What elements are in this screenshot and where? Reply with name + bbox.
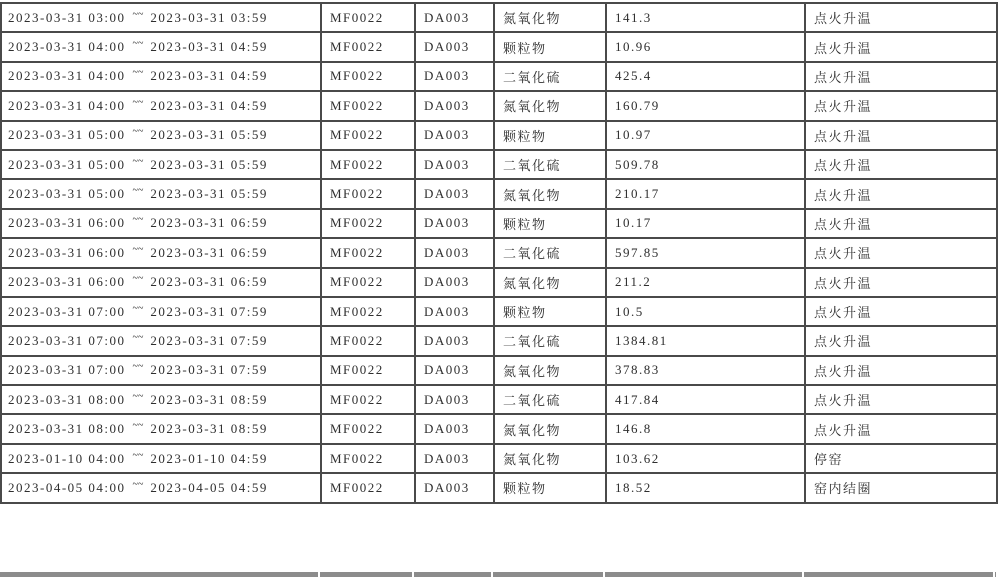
value-cell: 10.17 <box>606 209 805 238</box>
time-range-cell <box>1 414 321 443</box>
device-code-cell: MF0022 <box>321 32 415 61</box>
table-row[interactable] <box>1 385 997 414</box>
time-start: 2023-03-31 08:00 <box>8 421 126 437</box>
time-range-cell <box>1 297 321 326</box>
value-cell: 146.8 <box>606 414 805 443</box>
time-start: 2023-03-31 04:00 <box>8 39 126 55</box>
table-row[interactable] <box>1 121 997 150</box>
time-range-cell <box>1 91 321 120</box>
time-range-cell <box>1 238 321 267</box>
outlet-code-cell: DA003 <box>415 3 494 32</box>
status-cell: 停窑 <box>805 444 997 473</box>
value-cell: 417.84 <box>606 385 805 414</box>
time-range-cell <box>1 268 321 297</box>
time-start: 2023-03-31 04:00 <box>8 97 126 113</box>
pollutant-name-cell: 氮氧化物 <box>494 414 606 443</box>
device-code-cell: MF0022 <box>321 150 415 179</box>
range-separator: ~~ <box>132 420 144 432</box>
range-separator: ~~ <box>132 449 144 461</box>
time-start: 2023-03-31 08:00 <box>8 391 126 407</box>
status-cell: 点火升温 <box>805 121 997 150</box>
time-start: 2023-04-05 04:00 <box>8 479 126 495</box>
column-divider <box>491 572 493 577</box>
table-body <box>1 3 997 503</box>
pollutant-name-cell: 氮氧化物 <box>494 179 606 208</box>
range-separator: ~~ <box>132 478 144 490</box>
status-cell: 点火升温 <box>805 32 997 61</box>
time-start: 2023-03-31 05:00 <box>8 127 126 143</box>
next-row-partial[interactable] <box>0 572 996 577</box>
time-range-cell <box>1 326 321 355</box>
table-row[interactable] <box>1 268 997 297</box>
device-code-cell: MF0022 <box>321 414 415 443</box>
device-code-cell: MF0022 <box>321 385 415 414</box>
device-code-cell: MF0022 <box>321 356 415 385</box>
status-cell: 点火升温 <box>805 326 997 355</box>
table-row[interactable] <box>1 326 997 355</box>
time-range-cell <box>1 62 321 91</box>
outlet-code-cell: DA003 <box>415 150 494 179</box>
time-range-cell <box>1 473 321 502</box>
time-end: 2023-01-10 04:59 <box>150 450 268 466</box>
time-end: 2023-03-31 05:59 <box>150 156 268 172</box>
outlet-code-cell: DA003 <box>415 32 494 61</box>
time-end: 2023-03-31 08:59 <box>150 391 268 407</box>
range-separator: ~~ <box>132 243 144 255</box>
range-separator: ~~ <box>132 185 144 197</box>
value-cell: 425.4 <box>606 62 805 91</box>
device-code-cell: MF0022 <box>321 179 415 208</box>
time-range-cell <box>1 385 321 414</box>
status-cell: 点火升温 <box>805 179 997 208</box>
table-row[interactable] <box>1 444 997 473</box>
device-code-cell: MF0022 <box>321 62 415 91</box>
value-cell: 210.17 <box>606 179 805 208</box>
pollutant-name-cell: 二氧化硫 <box>494 150 606 179</box>
device-code-cell: MF0022 <box>321 3 415 32</box>
time-start: 2023-03-31 04:00 <box>8 68 126 84</box>
time-range-cell <box>1 179 321 208</box>
outlet-code-cell: DA003 <box>415 444 494 473</box>
outlet-code-cell: DA003 <box>415 179 494 208</box>
value-cell: 10.96 <box>606 32 805 61</box>
time-range-cell <box>1 32 321 61</box>
table-row[interactable] <box>1 356 997 385</box>
table-row[interactable] <box>1 414 997 443</box>
device-code-cell: MF0022 <box>321 91 415 120</box>
pollutant-name-cell: 颗粒物 <box>494 32 606 61</box>
range-separator: ~~ <box>132 273 144 285</box>
pollutant-name-cell: 颗粒物 <box>494 121 606 150</box>
time-range-cell <box>1 444 321 473</box>
time-end: 2023-03-31 04:59 <box>150 97 268 113</box>
pollutant-name-cell: 氮氧化物 <box>494 444 606 473</box>
device-code-cell: MF0022 <box>321 473 415 502</box>
status-cell: 窑内结圈 <box>805 473 997 502</box>
device-code-cell: MF0022 <box>321 268 415 297</box>
value-cell: 18.52 <box>606 473 805 502</box>
outlet-code-cell: DA003 <box>415 385 494 414</box>
value-cell: 597.85 <box>606 238 805 267</box>
pollutant-name-cell: 二氧化硫 <box>494 385 606 414</box>
time-start: 2023-03-31 07:00 <box>8 303 126 319</box>
time-range-cell <box>1 150 321 179</box>
range-separator: ~~ <box>132 302 144 314</box>
range-separator: ~~ <box>132 331 144 343</box>
time-start: 2023-03-31 06:00 <box>8 244 126 260</box>
device-code-cell: MF0022 <box>321 121 415 150</box>
outlet-code-cell: DA003 <box>415 268 494 297</box>
time-end: 2023-03-31 03:59 <box>150 9 268 25</box>
value-cell: 10.97 <box>606 121 805 150</box>
pollutant-name-cell: 颗粒物 <box>494 297 606 326</box>
pollutant-name-cell: 颗粒物 <box>494 209 606 238</box>
time-start: 2023-03-31 07:00 <box>8 332 126 348</box>
status-cell: 点火升温 <box>805 62 997 91</box>
time-end: 2023-03-31 07:59 <box>150 332 268 348</box>
value-cell: 378.83 <box>606 356 805 385</box>
time-end: 2023-03-31 04:59 <box>150 39 268 55</box>
outlet-code-cell: DA003 <box>415 414 494 443</box>
device-code-cell: MF0022 <box>321 209 415 238</box>
range-separator: ~~ <box>132 214 144 226</box>
status-cell: 点火升温 <box>805 150 997 179</box>
time-start: 2023-03-31 03:00 <box>8 9 126 25</box>
value-cell: 160.79 <box>606 91 805 120</box>
value-cell: 10.5 <box>606 297 805 326</box>
pollutant-name-cell: 二氧化硫 <box>494 326 606 355</box>
status-cell: 点火升温 <box>805 209 997 238</box>
column-divider <box>412 572 414 577</box>
time-end: 2023-03-31 06:59 <box>150 274 268 290</box>
time-end: 2023-03-31 08:59 <box>150 421 268 437</box>
time-start: 2023-03-31 05:00 <box>8 156 126 172</box>
time-end: 2023-04-05 04:59 <box>150 479 268 495</box>
outlet-code-cell: DA003 <box>415 297 494 326</box>
pollutant-name-cell: 二氧化硫 <box>494 62 606 91</box>
outlet-code-cell: DA003 <box>415 238 494 267</box>
status-cell: 点火升温 <box>805 268 997 297</box>
time-start: 2023-03-31 06:00 <box>8 215 126 231</box>
range-separator: ~~ <box>132 8 144 20</box>
device-code-cell: MF0022 <box>321 326 415 355</box>
status-cell: 点火升温 <box>805 238 997 267</box>
time-range-cell <box>1 121 321 150</box>
outlet-code-cell: DA003 <box>415 356 494 385</box>
column-divider <box>603 572 605 577</box>
time-range-cell <box>1 356 321 385</box>
range-separator: ~~ <box>132 96 144 108</box>
pollutant-name-cell: 氮氧化物 <box>494 91 606 120</box>
table-row[interactable] <box>1 150 997 179</box>
value-cell: 1384.81 <box>606 326 805 355</box>
time-end: 2023-03-31 06:59 <box>150 244 268 260</box>
time-end: 2023-03-31 04:59 <box>150 68 268 84</box>
status-cell: 点火升温 <box>805 414 997 443</box>
table-row[interactable] <box>1 209 997 238</box>
outlet-code-cell: DA003 <box>415 473 494 502</box>
pollutant-name-cell: 氮氧化物 <box>494 3 606 32</box>
table-row[interactable] <box>1 91 997 120</box>
outlet-code-cell: DA003 <box>415 91 494 120</box>
status-cell: 点火升温 <box>805 3 997 32</box>
column-divider <box>318 572 320 577</box>
column-divider <box>993 572 995 577</box>
status-cell: 点火升温 <box>805 91 997 120</box>
value-cell: 509.78 <box>606 150 805 179</box>
outlet-code-cell: DA003 <box>415 121 494 150</box>
status-cell: 点火升温 <box>805 356 997 385</box>
time-end: 2023-03-31 06:59 <box>150 215 268 231</box>
status-cell: 点火升温 <box>805 385 997 414</box>
value-cell: 141.3 <box>606 3 805 32</box>
column-divider <box>802 572 804 577</box>
time-range-cell <box>1 3 321 32</box>
table-row[interactable] <box>1 297 997 326</box>
range-separator: ~~ <box>132 67 144 79</box>
pollutant-name-cell: 氮氧化物 <box>494 268 606 297</box>
value-cell: 103.62 <box>606 444 805 473</box>
time-start: 2023-01-10 04:00 <box>8 450 126 466</box>
range-separator: ~~ <box>132 126 144 138</box>
time-end: 2023-03-31 05:59 <box>150 127 268 143</box>
range-separator: ~~ <box>132 38 144 50</box>
table-row[interactable] <box>1 179 997 208</box>
table-row[interactable] <box>1 238 997 267</box>
time-end: 2023-03-31 05:59 <box>150 186 268 202</box>
pollutant-name-cell: 二氧化硫 <box>494 238 606 267</box>
range-separator: ~~ <box>132 361 144 373</box>
range-separator: ~~ <box>132 390 144 402</box>
outlet-code-cell: DA003 <box>415 326 494 355</box>
table-row[interactable] <box>1 62 997 91</box>
table-row[interactable] <box>1 3 997 32</box>
time-end: 2023-03-31 07:59 <box>150 303 268 319</box>
value-cell: 211.2 <box>606 268 805 297</box>
time-start: 2023-03-31 06:00 <box>8 274 126 290</box>
range-separator: ~~ <box>132 155 144 167</box>
pollutant-name-cell: 氮氧化物 <box>494 356 606 385</box>
table-row[interactable] <box>1 32 997 61</box>
pollutant-name-cell: 颗粒物 <box>494 473 606 502</box>
device-code-cell: MF0022 <box>321 297 415 326</box>
device-code-cell: MF0022 <box>321 444 415 473</box>
outlet-code-cell: DA003 <box>415 209 494 238</box>
outlet-code-cell: DA003 <box>415 62 494 91</box>
time-range-cell <box>1 209 321 238</box>
device-code-cell: MF0022 <box>321 238 415 267</box>
time-start: 2023-03-31 05:00 <box>8 186 126 202</box>
time-end: 2023-03-31 07:59 <box>150 362 268 378</box>
table-row[interactable] <box>1 473 997 502</box>
emissions-data-table <box>0 2 998 504</box>
status-cell: 点火升温 <box>805 297 997 326</box>
time-start: 2023-03-31 07:00 <box>8 362 126 378</box>
